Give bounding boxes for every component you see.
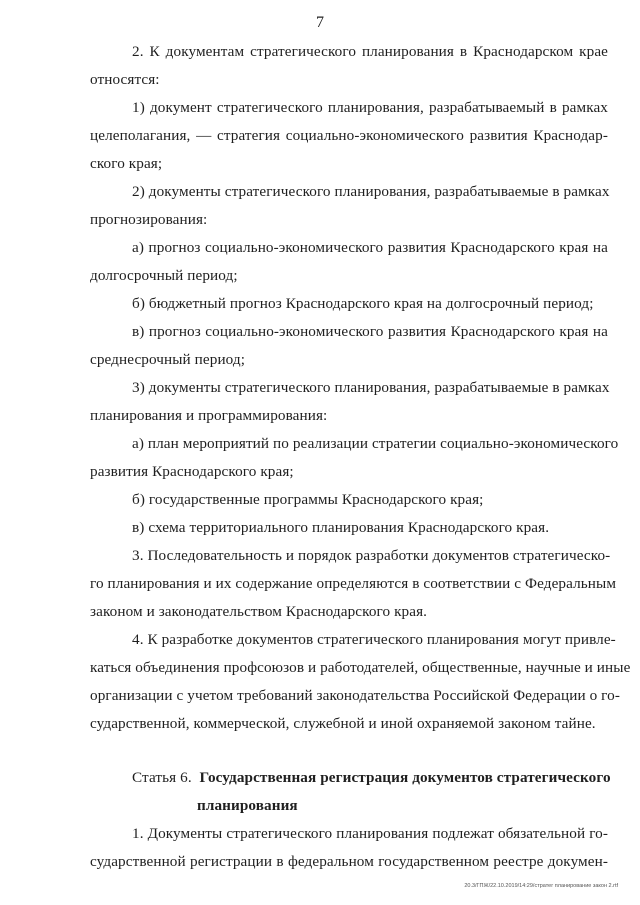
text-line: б) государственные программы Краснодарского края; [132, 491, 484, 508]
text-line: 4. К разработке документов стратегического планирования могут привле- [132, 631, 616, 648]
text-line: ского края; [90, 155, 163, 172]
text-line: 1) документ стратегического планирования, разрабатываемый в рамках [132, 99, 608, 116]
text-line: организации с учетом требований законодательства Российской Федерации о го- [90, 687, 620, 704]
file-path-footer: 20.3/ГПЖ/22.10.2019/14:29/стратег планирование закон 2.rtf [464, 883, 618, 889]
text-line: 3) документы стратегического планирования, разрабатываемые в рамках [132, 379, 610, 396]
text-line: а) план мероприятий по реализации стратегии социально-экономического [132, 435, 619, 452]
text-line: развития Краснодарского края; [90, 463, 294, 480]
text-line: 1. Документы стратегического планирования подлежат обязательной го- [132, 825, 608, 842]
page-number: 7 [316, 14, 324, 31]
text-line: а) прогноз социально-экономического развития Краснодарского края на [132, 239, 608, 256]
article-title: Государственная регистрация документов стратегического [199, 769, 611, 786]
text-line: го планирования и их содержание определяются в соответствии с Федеральным [90, 575, 617, 592]
article-title-continuation: планирования [197, 797, 298, 814]
article-label: Статья 6. [132, 769, 192, 786]
text-line: среднесрочный период; [90, 351, 246, 368]
text-line: планирования и программирования: [90, 407, 328, 424]
text-line: сударственной регистрации в федеральном государственном реестре докумен- [90, 853, 608, 870]
text-line: 2) документы стратегического планирования, разрабатываемые в рамках [132, 183, 610, 200]
text-line: в) схема территориального планирования Краснодарского края. [132, 519, 550, 536]
text-line: прогнозирования: [90, 211, 208, 228]
text-line: 3. Последовательность и порядок разработки документов стратегическо- [132, 547, 611, 564]
text-line: сударственной, коммерческой, служебной и иной охраняемой законом тайне. [90, 715, 596, 732]
text-line: в) прогноз социально-экономического развития Краснодарского края на [132, 323, 608, 340]
text-line: законом и законодательством Краснодарского края. [90, 603, 428, 620]
text-line: целеполагания, — стратегия социально-экономического развития Краснодар- [90, 127, 608, 144]
text-line: долгосрочный период; [90, 267, 238, 284]
text-line: 2. К документам стратегического планирования в Краснодарском крае [132, 43, 608, 60]
text-line: относятся: [90, 71, 160, 88]
text-line: б) бюджетный прогноз Краснодарского края на долгосрочный период; [132, 295, 594, 312]
text-line: каться объединения профсоюзов и работодателей, общественные, научные и иные [90, 659, 631, 676]
article-heading [132, 768, 611, 788]
